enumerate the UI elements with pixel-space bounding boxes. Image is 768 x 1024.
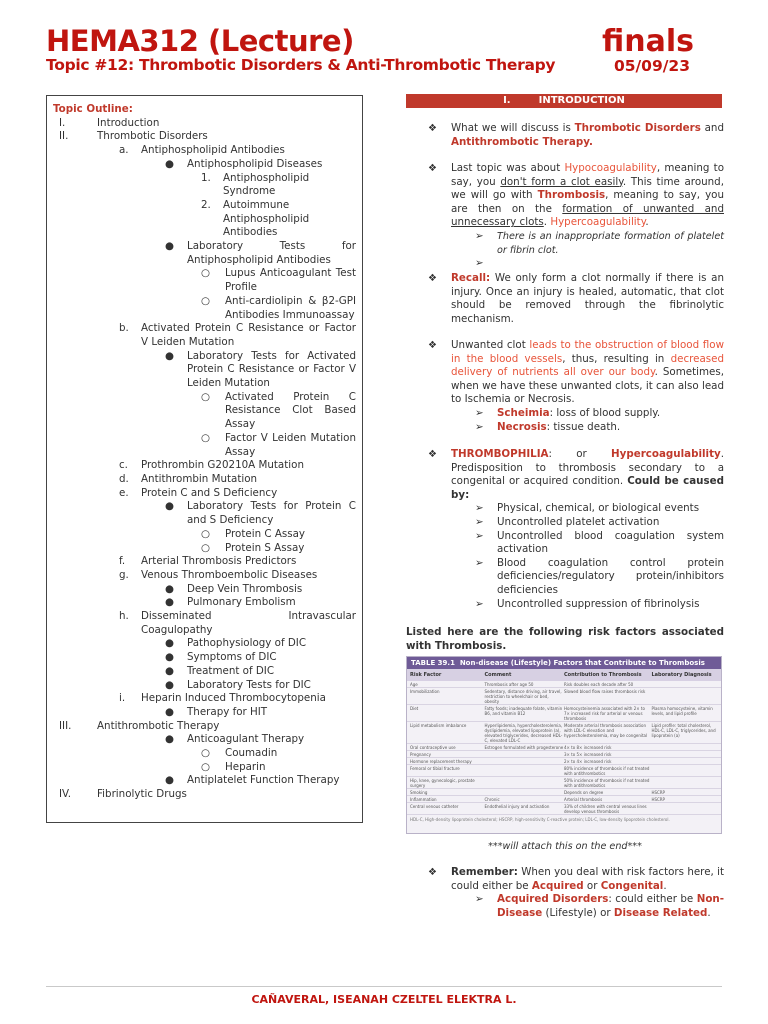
outline-marker: ○ [201,527,210,540]
outline-text: Arterial Thrombosis Predictors [141,555,297,568]
outline-item [53,267,356,294]
outline-item [53,542,356,556]
diamond-bullet-icon: ❖ [428,163,437,174]
table-cell: Endothelial injury and activation [484,804,550,809]
outline-text: Antithrombin Mutation [141,472,258,485]
outline-text: Laboratory Tests for Antiphospholipid Antibodies [187,240,356,266]
table-cell: Hyperlipidemia, hypercholesterolemia, dyslipidemia, elevated lipoprotein (a), elevated triglycerides, decreased HDL-C, elevated LDL-C [484,723,563,743]
outline-item [53,720,356,734]
table-cell: Age [410,682,418,687]
table-row [407,777,721,789]
table-cell [651,689,721,704]
topic-title: Topic #12: Thrombotic Disorders & Anti-Thrombotic Therapy [46,56,556,74]
outline-item [53,583,356,597]
table-cell: Depends on degree [564,790,604,795]
outline-item [53,774,356,788]
section-number: I. [503,95,511,106]
outline-item [53,788,356,802]
table-cell [651,682,721,687]
table-cell: Slowed blood flow raises thrombosis risk [564,689,646,694]
outline-item [53,569,356,583]
outline-text: Deep Vein Thrombosis [187,582,303,595]
table-cell: 50% incidence of thrombosis if not treated with antithrombotics [564,778,650,788]
risk-factor-table [406,656,722,834]
cause-item: ➢ Blood coagulation control protein deficiencies/regulatory protein/inhibitors deficiencies [475,556,724,596]
cause-item: ➢ Uncontrolled suppression of fibrinolysis [475,597,700,610]
arrow-bullet-icon: ➢ [475,502,484,515]
table-cell: Risk doubles each decade after 50 [564,682,634,687]
table-cell: Oral contraceptive use [410,745,456,750]
outline-text: Protein C Assay [225,527,306,540]
outline-marker: ● [165,733,174,746]
outline-text: Protein C and S Deficiency [141,486,278,499]
table-cell: 33% of children with central venous lines develop venous thrombosis [564,804,647,814]
outline-text: Pathophysiology of DIC [187,637,307,650]
outline-text: Antiphospholipid Antibodies [141,144,285,157]
outline-marker: III. [59,719,72,732]
outline-text: Symptoms of DIC [187,651,277,664]
cause-item: ➢ Uncontrolled platelet activation [475,515,660,528]
term-label: finals [602,24,694,59]
outline-text: Pulmonary Embolism [187,596,296,609]
outline-item [53,487,356,501]
outline-text: Activated Protein C Resistance or Factor V Leiden Mutation [141,322,356,348]
outline-item [53,528,356,542]
table-cell [651,752,721,757]
outline-text: Laboratory Tests for Activated Protein C Resistance or Factor V Leiden Mutation [187,349,356,390]
outline-text: Factor V Leiden Mutation Assay [225,431,356,458]
diamond-bullet-icon: ❖ [428,449,437,460]
table-row [407,758,721,765]
table-cell [485,752,564,757]
table-row [407,765,721,777]
table-cell: Lipid metabolism imbalance [410,723,467,728]
outline-item [53,322,356,349]
outline-text: Heparin [225,760,266,773]
outline-marker: ● [165,774,174,787]
outline-marker: ○ [201,294,210,307]
outline-item [53,733,356,747]
table-body [407,681,721,815]
table-cell: Hormone replacement therapy [410,759,472,764]
outline-text: Thrombotic Disorders [97,130,208,143]
outline-text: Heparin Induced Thrombocytopenia [141,692,326,705]
outline-marker: ● [165,582,174,595]
outline-marker: II. [59,130,69,143]
arrow-bullet-icon: ➢ [475,529,484,542]
outline-item [53,679,356,693]
diamond-bullet-icon: ❖ [428,340,437,351]
table-cell [485,778,564,788]
table-cell: Diet [410,706,419,711]
table-row [407,705,721,722]
highlight-term: Thrombotic Disorders [574,122,701,134]
table-footnote: HDL-C, High-density lipoprotein cholesterol; HSCRP, high-sensitivity C-reactive protein; LDL-C, low-density lipoprotein cholesterol. [410,817,670,822]
unwanted-clot-paragraph: ❖ Unwanted clot leads to the obstruction of blood flow in the blood vessels, thus, resulting in decreased delivery of nutrients all over our body. Sometimes, when we have these unwanted clots, it can also lead to Ischemia or Necrosis. ➢ Scheimia: loss of blood supply. ➢ Necrosis: tissue death. [406,339,724,434]
table-cell: HSCRP [651,790,665,795]
outline-item [53,199,356,240]
outline-item [53,637,356,651]
table-cell: Thrombosis after age 50 [484,682,534,687]
outline-text: Introduction [97,116,160,129]
outline-item [53,761,356,775]
outline-marker: e. [119,486,129,499]
outline-item [53,144,356,158]
table-cell: Femoral or tibial fracture [410,766,460,771]
outline-item [53,555,356,569]
outline-item [53,651,356,665]
table-cell: Immobilization [410,689,440,694]
table-cell [651,804,721,814]
date-label: 05/09/23 [613,57,690,75]
outline-marker: ● [165,157,174,170]
outline-marker: i. [119,692,126,705]
footer-divider [46,986,722,987]
table-cell: Estrogen formulated with progesterone [484,745,564,750]
outline-item [53,158,356,172]
table-cell: HSCRP [651,797,665,802]
arrow-bullet-icon: ➢ [475,257,484,270]
risk-factors-intro: Listed here are the following risk factors associated with Thrombosis. [406,626,724,652]
arrow-bullet-icon: ➢ [475,420,484,433]
table-header-cell: Risk Factor [410,672,442,678]
table-row [407,796,721,803]
outline-item [53,610,356,637]
table-cell: Pregnancy [410,752,431,757]
table-cell [485,759,564,764]
diamond-bullet-icon: ❖ [428,123,437,134]
table-cell: Hip, knee, gynecologic, prostate surgery [410,778,475,788]
table-row [407,722,721,744]
section-title: INTRODUCTION [538,95,625,106]
table-cell [651,778,721,788]
outline-text: Anticoagulant Therapy [187,733,305,746]
outline-item [53,665,356,679]
outline-text: Activated Protein C Resistance Clot Based Assay [225,390,356,431]
outline-item [53,240,356,267]
outline-text: Antiplatelet Function Therapy [187,774,340,787]
document-title: HEMA312 (Lecture) [46,24,354,58]
cause-list [406,502,724,611]
table-cell: Arterial thrombosis [564,797,603,802]
outline-text: Coumadin [225,747,278,760]
outline-text: Anti-cardiolipin & β2-GPI Antibodies Immunoassay [225,294,356,321]
arrow-bullet-icon: ➢ [475,597,484,610]
author-footer: CAÑAVERAL, ISEANAH CZELTEL ELEKTRA L. [251,993,517,1006]
table-cell: 80% incidence of thrombosis if not treated with antithrombotics [564,766,650,776]
outline-marker: IV. [59,788,72,801]
outline-marker: ● [165,664,174,677]
outline-list [53,117,356,802]
table-row [407,744,721,751]
outline-title: Topic Outline: [53,103,133,115]
table-header-cell: Laboratory Diagnosis [651,672,712,678]
diamond-bullet-icon: ❖ [428,867,437,878]
outline-marker: a. [119,144,129,157]
outline-marker: h. [119,610,129,623]
table-cell [651,759,721,764]
attach-note: ***will attach this on the end*** [488,841,642,852]
cause-item: ➢ Physical, chemical, or biological events [475,502,700,515]
outline-marker: ○ [201,760,210,773]
table-cell: Inflammation [410,797,437,802]
outline-item [53,459,356,473]
outline-item [53,350,356,391]
outline-text: Therapy for HIT [187,705,268,718]
table-cell: Sedentary, distance driving, air travel, restriction to wheelchair or bed, obesity [484,689,562,704]
table-cell [651,745,721,750]
arrow-bullet-icon: ➢ [475,515,484,528]
table-cell: Homocysteinemia associated with 2× to 7× increased risk for arterial or venous thrombosis [564,706,645,721]
outline-item [53,391,356,432]
outline-item [53,432,356,459]
remember-paragraph: ❖ Remember: When you deal with risk factors here, it could either be Acquired or Congenital. ➢ Acquired Disorders: could either be Non-Disease (Lifestyle) or Disease Related. [406,866,724,920]
outline-marker: c. [119,459,128,472]
table-row [407,803,721,815]
outline-item [53,706,356,720]
outline-marker: ● [165,240,174,253]
outline-text: Treatment of DIC [187,664,275,677]
outline-item [53,295,356,322]
table-cell: Moderate arterial thrombosis association with LDL-C elevation and hypercholesterolemia, may be congenital [564,723,648,738]
outline-item [53,500,356,527]
table-header-cell: Comment [484,672,512,678]
topic-outline [46,95,363,823]
table-header-cell: Contribution to Thrombosis [564,672,642,678]
outline-marker: g. [119,568,129,581]
outline-marker: d. [119,472,129,485]
outline-marker: 2. [201,198,211,211]
thrombophilia-paragraph: ❖ THROMBOPHILIA: or Hypercoagulability. Predisposition to thrombosis secondary to a congenital or acquired condition. Could be caused by: ➢ Physical, chemical, or biological events ➢ Uncontrolled platelet activation ➢ Uncontrolled blood coagulation system activation ➢ Blood coagulation control protein deficiencies/regulatory protein/inhibitors deficiencies ➢ Uncontrolled suppression of fibrinolysis [406,448,724,611]
outline-marker: I. [59,116,66,129]
table-cell [485,790,564,795]
table-cell: Smoking [410,790,428,795]
table-row [407,789,721,796]
outline-item [53,172,356,199]
outline-text: Antiphospholipid Syndrome [223,171,310,198]
table-cell [651,766,721,776]
table-cell [485,766,564,776]
outline-item [53,747,356,761]
outline-marker: ● [165,349,174,362]
outline-text: Fibrinolytic Drugs [97,788,187,801]
outline-marker: ○ [201,747,210,760]
table-cell: 2× to 4× increased risk [564,759,612,764]
outline-marker: ● [165,651,174,664]
outline-text: Protein S Assay [225,541,305,554]
table-cell: Chronic [484,797,500,802]
table-cell: Lipid profile: total cholesterol, HDL-C, LDL-C, triglycerides, and lipoprotein (a) [651,723,716,738]
outline-marker: ● [165,637,174,650]
outline-text: Prothrombin G20210A Mutation [141,459,304,472]
table-cell: 4× to 8× increased risk [564,745,612,750]
table-header [407,669,721,681]
outline-item [53,596,356,610]
outline-text: Antiphospholipid Diseases [187,157,323,170]
cause-item: ➢ Uncontrolled blood coagulation system activation [475,529,724,556]
arrow-bullet-icon: ➢ [475,556,484,569]
table-cell: Fatty foods; inadequate folate, vitamin B6, and vitamin B12 [484,706,563,716]
outline-marker: ● [165,500,174,513]
outline-item [53,130,356,144]
outline-item [53,692,356,706]
outline-text: Autoimmune Antiphospholipid Antibodies [223,198,310,239]
outline-marker: f. [119,555,126,568]
outline-marker: ● [165,705,174,718]
outline-marker: ○ [201,541,210,554]
outline-marker: ○ [201,431,210,444]
outline-item [53,473,356,487]
outline-text: Venous Thromboembolic Diseases [141,568,318,581]
diamond-bullet-icon: ❖ [428,273,437,284]
table-row [407,688,721,705]
outline-marker: ● [165,678,174,691]
section-header [406,94,722,108]
outline-text: Lupus Anticoagulant Test Profile [225,267,356,294]
outline-text: Antithrombotic Therapy [97,719,220,732]
table-row [407,681,721,688]
arrow-bullet-icon: ➢ [475,406,484,419]
outline-marker: ○ [201,267,210,280]
intro-paragraph: ❖ What we will discuss is Thrombotic Disorders and Antithrombotic Therapy. [406,122,724,149]
outline-text: Laboratory Tests for DIC [187,678,311,691]
table-cell: Central venous catheter [410,804,459,809]
table-title-bar: TABLE 39.1 Non-disease (Lifestyle) Factors that Contribute to Thrombosis [407,657,721,669]
outline-text: Laboratory Tests for Protein C and S Deficiency [187,500,356,527]
outline-marker: b. [119,322,129,335]
outline-item [53,117,356,131]
table-row [407,751,721,758]
outline-marker: ○ [201,390,210,403]
highlight-term: Antithrombotic Therapy. [451,135,593,148]
table-cell: 3× to 5× increased risk [564,752,612,757]
outline-marker: 1. [201,171,211,184]
recall-paragraph: ❖ Recall: We only form a clot normally if there is an injury. Once an injury is healed, automatic, that clot should be removed through the fibrinolytic mechanism. [406,272,724,326]
outline-marker: ● [165,596,174,609]
last-topic-paragraph: ❖ Last topic was about Hypocoagulability, meaning to say, you don't form a clot easily. This time around, we will go with Thrombosis, meaning to say, you are then on the formation of unwanted and unnecessary clots. Hypercoagulability. ➢ There is an inappropriate formation of platelet or fibrin clot. ➢ [406,162,724,271]
table-cell: Plasma homocysteine, vitamin levels, and lipid profile [651,706,713,716]
arrow-bullet-icon: ➢ [475,229,484,242]
arrow-bullet-icon: ➢ [475,893,484,906]
outline-text: Disseminated Intravascular Coagulopathy [141,610,356,636]
